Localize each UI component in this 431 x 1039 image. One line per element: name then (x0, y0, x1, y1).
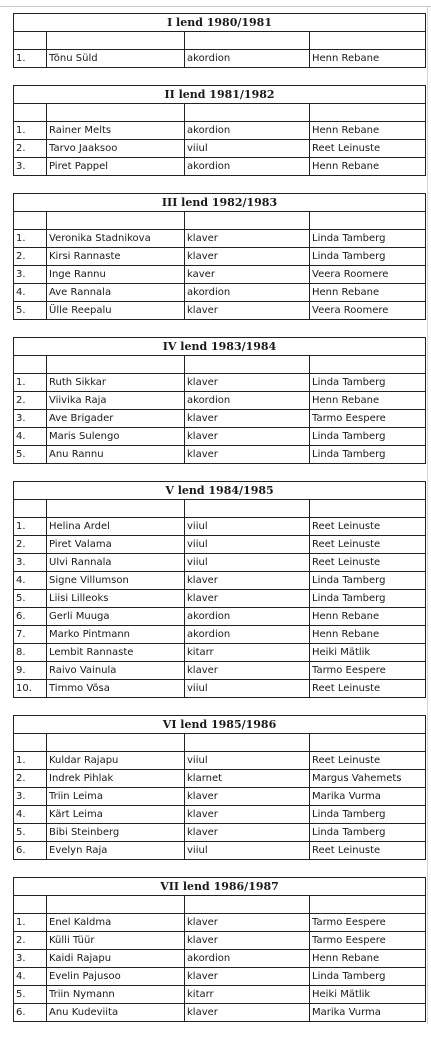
teacher-name: Tarmo Eespere (310, 662, 426, 680)
teacher-name: Henn Rebane (310, 950, 426, 968)
class-title: V lend 1984/1985 (14, 482, 426, 500)
student-name: Evelyn Raja (47, 842, 185, 860)
student-name: Veronika Stadnikova (47, 230, 185, 248)
student-name: Kaidi Rajapu (47, 950, 185, 968)
row-number: 5. (14, 590, 47, 608)
empty-cell (310, 734, 426, 752)
student-name: Indrek Pihlak (47, 770, 185, 788)
instrument: klaver (185, 230, 310, 248)
row-number: 1. (14, 122, 47, 140)
empty-cell (47, 500, 185, 518)
instrument: klaver (185, 446, 310, 464)
row-number: 1. (14, 374, 47, 392)
student-name: Maris Sulengo (47, 428, 185, 446)
graduates-list (13, 13, 425, 1039)
student-name: Triin Nymann (47, 986, 185, 1004)
instrument: viiul (185, 752, 310, 770)
class-title: IV lend 1983/1984 (14, 338, 426, 356)
row-number: 1. (14, 230, 47, 248)
teacher-name: Tarmo Eespere (310, 932, 426, 950)
teacher-name: Linda Tamberg (310, 968, 426, 986)
teacher-name: Linda Tamberg (310, 806, 426, 824)
teacher-name: Marika Vurma (310, 1004, 426, 1022)
table-row (14, 968, 426, 986)
row-number: 3. (14, 158, 47, 176)
instrument: akordion (185, 158, 310, 176)
instrument: klaver (185, 302, 310, 320)
instrument: akordion (185, 50, 310, 68)
empty-cell (310, 104, 426, 122)
row-number: 8. (14, 644, 47, 662)
row-number: 3. (14, 950, 47, 968)
row-number: 2. (14, 248, 47, 266)
row-number: 2. (14, 140, 47, 158)
table-row (14, 428, 426, 446)
empty-cell (185, 356, 310, 374)
class-table (13, 715, 426, 860)
instrument: klaver (185, 248, 310, 266)
row-number: 6. (14, 842, 47, 860)
instrument: viiul (185, 680, 310, 698)
teacher-name: Henn Rebane (310, 284, 426, 302)
teacher-name: Marika Vurma (310, 788, 426, 806)
table-row (14, 824, 426, 842)
teacher-name: Linda Tamberg (310, 824, 426, 842)
row-number: 10. (14, 680, 47, 698)
student-name: Viivika Raja (47, 392, 185, 410)
table-row (14, 536, 426, 554)
teacher-name: Henn Rebane (310, 608, 426, 626)
student-name: Rainer Melts (47, 122, 185, 140)
class-table (13, 337, 426, 464)
empty-row (14, 32, 426, 50)
top-divider (0, 6, 431, 7)
instrument: kitarr (185, 644, 310, 662)
empty-cell (14, 104, 47, 122)
empty-row (14, 356, 426, 374)
row-number: 2. (14, 770, 47, 788)
instrument: klaver (185, 914, 310, 932)
empty-row (14, 896, 426, 914)
instrument: viiul (185, 536, 310, 554)
row-number: 1. (14, 914, 47, 932)
empty-row (14, 212, 426, 230)
table-row (14, 788, 426, 806)
student-name: Marko Pintmann (47, 626, 185, 644)
table-row (14, 932, 426, 950)
row-number: 5. (14, 446, 47, 464)
student-name: Anu Rannu (47, 446, 185, 464)
table-row (14, 446, 426, 464)
row-number: 3. (14, 266, 47, 284)
row-number: 2. (14, 932, 47, 950)
table-row (14, 572, 426, 590)
instrument: akordion (185, 392, 310, 410)
student-name: Kärt Leima (47, 806, 185, 824)
row-number: 5. (14, 302, 47, 320)
empty-cell (14, 212, 47, 230)
empty-row (14, 734, 426, 752)
teacher-name: Reet Leinuste (310, 554, 426, 572)
teacher-name: Linda Tamberg (310, 230, 426, 248)
row-number: 1. (14, 50, 47, 68)
teacher-name: Tarmo Eespere (310, 410, 426, 428)
table-row (14, 986, 426, 1004)
table-row (14, 392, 426, 410)
student-name: Ave Brigader (47, 410, 185, 428)
student-name: Anu Kudeviita (47, 1004, 185, 1022)
empty-cell (47, 32, 185, 50)
table-row (14, 590, 426, 608)
empty-cell (14, 500, 47, 518)
table-row (14, 950, 426, 968)
student-name: Tarvo Jaaksoo (47, 140, 185, 158)
student-name: Enel Kaldma (47, 914, 185, 932)
class-table (13, 877, 426, 1022)
class-title: II lend 1981/1982 (14, 86, 426, 104)
instrument: klarnet (185, 770, 310, 788)
teacher-name: Reet Leinuste (310, 140, 426, 158)
teacher-name: Linda Tamberg (310, 428, 426, 446)
teacher-name: Veera Roomere (310, 266, 426, 284)
instrument: klaver (185, 968, 310, 986)
row-number: 6. (14, 1004, 47, 1022)
teacher-name: Linda Tamberg (310, 248, 426, 266)
table-row (14, 122, 426, 140)
table-row (14, 302, 426, 320)
student-name: Kuldar Rajapu (47, 752, 185, 770)
instrument: viiul (185, 842, 310, 860)
instrument: viiul (185, 140, 310, 158)
instrument: viiul (185, 518, 310, 536)
instrument: akordion (185, 284, 310, 302)
row-number: 1. (14, 752, 47, 770)
table-row (14, 644, 426, 662)
empty-cell (47, 896, 185, 914)
table-row (14, 752, 426, 770)
instrument: viiul (185, 554, 310, 572)
instrument: akordion (185, 122, 310, 140)
instrument: klaver (185, 824, 310, 842)
row-number: 6. (14, 608, 47, 626)
empty-cell (14, 896, 47, 914)
row-number: 1. (14, 518, 47, 536)
teacher-name: Henn Rebane (310, 158, 426, 176)
instrument: klaver (185, 806, 310, 824)
row-number: 4. (14, 968, 47, 986)
table-row (14, 284, 426, 302)
class-title: VI lend 1985/1986 (14, 716, 426, 734)
row-number: 5. (14, 986, 47, 1004)
table-row (14, 410, 426, 428)
table-row (14, 230, 426, 248)
teacher-name: Linda Tamberg (310, 590, 426, 608)
student-name: Timmo Võsa (47, 680, 185, 698)
table-row (14, 680, 426, 698)
empty-row (14, 500, 426, 518)
row-number: 3. (14, 788, 47, 806)
row-number: 2. (14, 536, 47, 554)
student-name: Piret Valama (47, 536, 185, 554)
instrument: klaver (185, 788, 310, 806)
row-number: 4. (14, 806, 47, 824)
table-row (14, 608, 426, 626)
student-name: Signe Villumson (47, 572, 185, 590)
instrument: klaver (185, 374, 310, 392)
scrollbar-edge (427, 6, 428, 1024)
instrument: akordion (185, 950, 310, 968)
empty-cell (14, 32, 47, 50)
student-name: Raivo Vainula (47, 662, 185, 680)
student-name: Gerli Muuga (47, 608, 185, 626)
teacher-name: Reet Leinuste (310, 752, 426, 770)
student-name: Ülle Reepalu (47, 302, 185, 320)
teacher-name: Henn Rebane (310, 50, 426, 68)
teacher-name: Linda Tamberg (310, 374, 426, 392)
teacher-name: Tarmo Eespere (310, 914, 426, 932)
row-number: 4. (14, 572, 47, 590)
class-table (13, 193, 426, 320)
empty-row (14, 104, 426, 122)
student-name: Ruth Sikkar (47, 374, 185, 392)
table-row (14, 158, 426, 176)
row-number: 4. (14, 428, 47, 446)
instrument: klaver (185, 1004, 310, 1022)
table-row (14, 266, 426, 284)
table-row (14, 554, 426, 572)
student-name: Evelin Pajusoo (47, 968, 185, 986)
empty-cell (310, 356, 426, 374)
teacher-name: Veera Roomere (310, 302, 426, 320)
student-name: Lembit Rannaste (47, 644, 185, 662)
empty-cell (310, 500, 426, 518)
instrument: akordion (185, 608, 310, 626)
teacher-name: Reet Leinuste (310, 680, 426, 698)
table-row (14, 374, 426, 392)
table-row (14, 50, 426, 68)
row-number: 3. (14, 410, 47, 428)
table-row (14, 662, 426, 680)
empty-cell (14, 734, 47, 752)
row-number: 3. (14, 554, 47, 572)
row-number: 7. (14, 626, 47, 644)
row-number: 5. (14, 824, 47, 842)
student-name: Ave Rannala (47, 284, 185, 302)
empty-cell (185, 32, 310, 50)
student-name: Külli Tüür (47, 932, 185, 950)
teacher-name: Reet Leinuste (310, 842, 426, 860)
empty-cell (310, 896, 426, 914)
table-row (14, 1004, 426, 1022)
instrument: klaver (185, 590, 310, 608)
empty-cell (47, 104, 185, 122)
teacher-name: Linda Tamberg (310, 572, 426, 590)
empty-cell (185, 104, 310, 122)
empty-cell (14, 356, 47, 374)
class-table (13, 13, 426, 68)
teacher-name: Heiki Mätlik (310, 986, 426, 1004)
student-name: Piret Pappel (47, 158, 185, 176)
row-number: 4. (14, 284, 47, 302)
empty-cell (310, 212, 426, 230)
table-row (14, 806, 426, 824)
student-name: Kirsi Rannaste (47, 248, 185, 266)
empty-cell (185, 896, 310, 914)
instrument: klaver (185, 410, 310, 428)
empty-cell (47, 356, 185, 374)
table-row (14, 626, 426, 644)
row-number: 9. (14, 662, 47, 680)
instrument: kaver (185, 266, 310, 284)
teacher-name: Henn Rebane (310, 626, 426, 644)
instrument: klaver (185, 932, 310, 950)
instrument: klaver (185, 572, 310, 590)
table-row (14, 248, 426, 266)
instrument: klaver (185, 428, 310, 446)
student-name: Helina Ardel (47, 518, 185, 536)
empty-cell (185, 734, 310, 752)
row-number: 2. (14, 392, 47, 410)
student-name: Inge Rannu (47, 266, 185, 284)
teacher-name: Henn Rebane (310, 392, 426, 410)
table-row (14, 140, 426, 158)
teacher-name: Henn Rebane (310, 122, 426, 140)
teacher-name: Heiki Mätlik (310, 644, 426, 662)
student-name: Triin Leima (47, 788, 185, 806)
class-title: I lend 1980/1981 (14, 14, 426, 32)
student-name: Ulvi Rannala (47, 554, 185, 572)
teacher-name: Margus Vahemets (310, 770, 426, 788)
student-name: Liisi Lilleoks (47, 590, 185, 608)
empty-cell (185, 212, 310, 230)
class-table (13, 481, 426, 698)
instrument: klaver (185, 662, 310, 680)
empty-cell (47, 734, 185, 752)
class-title: III lend 1982/1983 (14, 194, 426, 212)
student-name: Tõnu Süld (47, 50, 185, 68)
teacher-name: Reet Leinuste (310, 536, 426, 554)
instrument: akordion (185, 626, 310, 644)
empty-cell (47, 212, 185, 230)
teacher-name: Linda Tamberg (310, 446, 426, 464)
instrument: kitarr (185, 986, 310, 1004)
table-row (14, 842, 426, 860)
table-row (14, 518, 426, 536)
class-table (13, 85, 426, 176)
class-title: VII lend 1986/1987 (14, 878, 426, 896)
table-row (14, 770, 426, 788)
teacher-name: Reet Leinuste (310, 518, 426, 536)
empty-cell (185, 500, 310, 518)
empty-cell (310, 32, 426, 50)
table-row (14, 914, 426, 932)
student-name: Bibi Steinberg (47, 824, 185, 842)
